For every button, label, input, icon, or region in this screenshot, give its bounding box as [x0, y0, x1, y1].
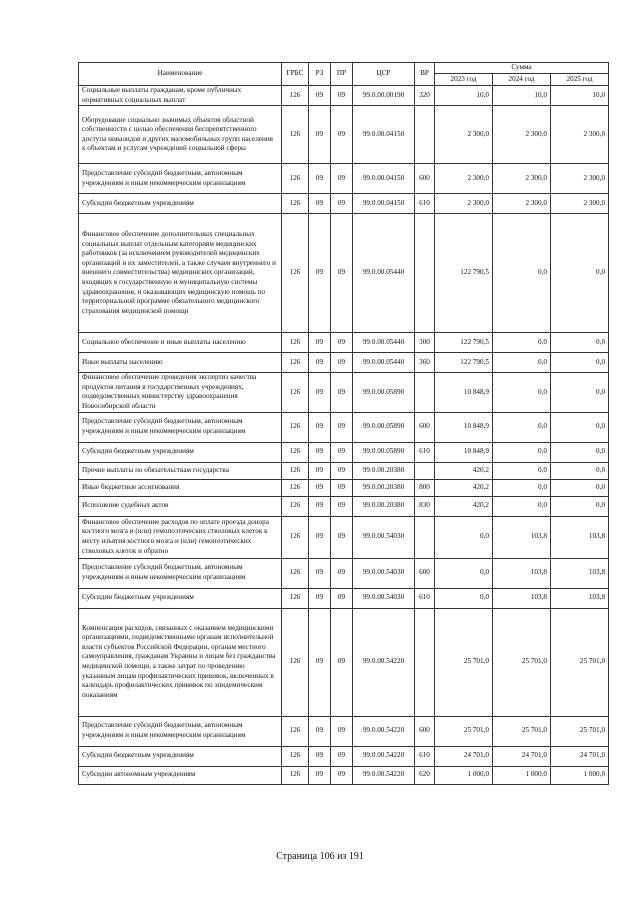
table-row: [79, 86, 609, 106]
table-row: [79, 588, 609, 608]
budget-table: [78, 62, 609, 785]
row-name-cell: Оборудование социально значимых объектов областной собственности с целью обеспечения беспрепятственного доступа инвалидов и других маломобильных групп населения к объектам и услугам учреждений социальной сферы: [79, 106, 282, 164]
row-grbs-cell: 126: [282, 214, 309, 333]
row-2025-value: 0,0: [551, 214, 609, 333]
row-grbs-cell: 126: [282, 353, 309, 373]
row-2023-value: 10 848,9: [435, 412, 493, 442]
row-2023-value: 25 701,0: [435, 716, 493, 746]
row-pr-cell: 09: [331, 462, 353, 479]
row-grbs-cell: 126: [282, 766, 309, 784]
row-csr-cell: 99.0.00.20380: [353, 479, 415, 496]
row-2023-value: 0,0: [435, 588, 493, 608]
row-pr-cell: 09: [331, 86, 353, 106]
row-csr-cell: 99.0.00.54030: [353, 588, 415, 608]
row-vr-cell: 600: [415, 716, 435, 746]
row-2025-value: 103,8: [551, 516, 609, 558]
table-row: [79, 516, 609, 558]
row-2024-value: 0,0: [493, 412, 551, 442]
table-row: [79, 333, 609, 353]
row-grbs-cell: 126: [282, 716, 309, 746]
row-vr-cell: 610: [415, 194, 435, 214]
row-2024-value: 0,0: [493, 462, 551, 479]
row-2025-value: 0,0: [551, 353, 609, 373]
row-name-cell: Компенсация расходов, связанных с оказанием медицинскими организациями, подведомственными органам исполнительной власти субъектов Российской Федерации, органам местного самоуправления, гражданам Украины и лицам без гражданства медицинской помощи, а также затрат по проведению указанным лицам профилактических прививок, включенных в календарь профилактических прививок по эпидемическим показаниям: [79, 608, 282, 716]
row-2023-value: 2 300,0: [435, 106, 493, 164]
row-name-cell: Иные выплаты населению: [79, 353, 282, 373]
row-name-cell: Субсидии бюджетным учреждениям: [79, 588, 282, 608]
row-rz-cell: 09: [309, 442, 331, 462]
table-row: [79, 479, 609, 496]
row-pr-cell: 09: [331, 766, 353, 784]
row-rz-cell: 09: [309, 164, 331, 194]
row-grbs-cell: 126: [282, 588, 309, 608]
table-row: [79, 194, 609, 214]
row-vr-cell: 600: [415, 558, 435, 588]
row-2024-value: 1 000,0: [493, 766, 551, 784]
row-grbs-cell: 126: [282, 373, 309, 412]
row-csr-cell: 99.0.00.54220: [353, 716, 415, 746]
row-grbs-cell: 126: [282, 608, 309, 716]
row-name-cell: Исполнение судебных актов: [79, 496, 282, 516]
row-csr-cell: 99.0.00.20380: [353, 462, 415, 479]
table-row: [79, 373, 609, 412]
col-header-pr: ПР: [331, 63, 353, 86]
row-rz-cell: 09: [309, 558, 331, 588]
row-grbs-cell: 126: [282, 496, 309, 516]
row-csr-cell: 99.0.00.54220: [353, 608, 415, 716]
row-2023-value: 420,2: [435, 496, 493, 516]
row-2023-value: 10,0: [435, 86, 493, 106]
page-footer: Страница 106 из 191: [276, 851, 364, 862]
row-2025-value: 103,8: [551, 558, 609, 588]
row-pr-cell: 09: [331, 164, 353, 194]
row-2025-value: 2 300,0: [551, 164, 609, 194]
row-grbs-cell: 126: [282, 333, 309, 353]
row-rz-cell: 09: [309, 373, 331, 412]
row-grbs-cell: 126: [282, 86, 309, 106]
row-vr-cell: [415, 373, 435, 412]
row-name-cell: Субсидии бюджетным учреждениям: [79, 746, 282, 766]
row-2025-value: 0,0: [551, 373, 609, 412]
row-grbs-cell: 126: [282, 479, 309, 496]
row-rz-cell: 09: [309, 194, 331, 214]
table-row: [79, 558, 609, 588]
row-2023-value: 25 701,0: [435, 608, 493, 716]
row-csr-cell: 99.0.00.54030: [353, 558, 415, 588]
row-2024-value: 2 300,0: [493, 194, 551, 214]
row-2023-value: 0,0: [435, 516, 493, 558]
row-2023-value: 122 790,5: [435, 214, 493, 333]
row-vr-cell: 620: [415, 766, 435, 784]
row-vr-cell: 300: [415, 333, 435, 353]
row-csr-cell: 99.0.00.05440: [353, 333, 415, 353]
row-2025-value: 0,0: [551, 412, 609, 442]
row-rz-cell: 09: [309, 479, 331, 496]
row-name-cell: Предоставление субсидий бюджетным, автономным учреждениям и иным некоммерческим организациям: [79, 412, 282, 442]
row-vr-cell: [415, 516, 435, 558]
row-rz-cell: 09: [309, 716, 331, 746]
row-pr-cell: 09: [331, 214, 353, 333]
row-2023-value: 122 790,5: [435, 353, 493, 373]
row-rz-cell: 09: [309, 766, 331, 784]
row-2024-value: 0,0: [493, 333, 551, 353]
row-vr-cell: 610: [415, 588, 435, 608]
row-pr-cell: 09: [331, 479, 353, 496]
row-pr-cell: 09: [331, 333, 353, 353]
row-vr-cell: 830: [415, 496, 435, 516]
row-name-cell: Прочие выплаты по обязательствам государства: [79, 462, 282, 479]
row-2023-value: 420,2: [435, 462, 493, 479]
table-row: [79, 442, 609, 462]
table-row: [79, 214, 609, 333]
row-2023-value: 122 790,5: [435, 333, 493, 353]
row-2025-value: 10,0: [551, 86, 609, 106]
row-grbs-cell: 126: [282, 462, 309, 479]
row-2025-value: 25 701,0: [551, 716, 609, 746]
row-name-cell: Предоставление субсидий бюджетным, автономным учреждениям и иным некоммерческим организациям: [79, 558, 282, 588]
row-rz-cell: 09: [309, 496, 331, 516]
row-grbs-cell: 126: [282, 106, 309, 164]
row-2024-value: 103,8: [493, 516, 551, 558]
row-pr-cell: 09: [331, 194, 353, 214]
row-rz-cell: 09: [309, 353, 331, 373]
row-pr-cell: 09: [331, 608, 353, 716]
row-name-cell: Социальные выплаты гражданам, кроме публичных нормативных социальных выплат: [79, 86, 282, 106]
row-vr-cell: 360: [415, 353, 435, 373]
row-name-cell: Предоставление субсидий бюджетным, автономным учреждениям и иным некоммерческим организациям: [79, 716, 282, 746]
row-rz-cell: 09: [309, 412, 331, 442]
table-row: [79, 766, 609, 784]
table-row: [79, 353, 609, 373]
row-rz-cell: 09: [309, 214, 331, 333]
row-2023-value: 2 300,0: [435, 194, 493, 214]
row-csr-cell: 99.0.00.05890: [353, 412, 415, 442]
row-pr-cell: 09: [331, 353, 353, 373]
row-csr-cell: 99.0.00.04150: [353, 194, 415, 214]
row-2025-value: 1 000,0: [551, 766, 609, 784]
col-header-year-2025: 2025 год: [551, 74, 609, 86]
row-name-cell: Субсидии бюджетным учреждениям: [79, 194, 282, 214]
row-rz-cell: 09: [309, 746, 331, 766]
row-2024-value: 10,0: [493, 86, 551, 106]
row-pr-cell: 09: [331, 106, 353, 164]
table-row: [79, 716, 609, 746]
row-vr-cell: 600: [415, 164, 435, 194]
row-pr-cell: 09: [331, 373, 353, 412]
row-grbs-cell: 126: [282, 412, 309, 442]
row-vr-cell: 800: [415, 479, 435, 496]
row-pr-cell: 09: [331, 746, 353, 766]
row-name-cell: Финансовое обеспечение расходов по оплате проезда донора костного мозга и (или) гемопоэтических стволовых клеток к месту изъятия костного мозга и (или) гемопоэтических стволовых клеток и обратно: [79, 516, 282, 558]
row-2025-value: 2 300,0: [551, 106, 609, 164]
row-csr-cell: 99.0.00.05440: [353, 353, 415, 373]
row-pr-cell: 09: [331, 716, 353, 746]
row-csr-cell: 99.0.00.20380: [353, 496, 415, 516]
row-csr-cell: 99.0.00.05890: [353, 373, 415, 412]
row-2025-value: 0,0: [551, 333, 609, 353]
row-csr-cell: 99.0.00.00190: [353, 86, 415, 106]
row-name-cell: Социальное обеспечение и иные выплаты населению: [79, 333, 282, 353]
row-pr-cell: 09: [331, 516, 353, 558]
table-row: [79, 462, 609, 479]
row-2025-value: 0,0: [551, 462, 609, 479]
row-vr-cell: 610: [415, 442, 435, 462]
row-rz-cell: 09: [309, 106, 331, 164]
row-2024-value: 0,0: [493, 479, 551, 496]
row-2024-value: 24 701,0: [493, 746, 551, 766]
row-2024-value: 2 300,0: [493, 106, 551, 164]
row-vr-cell: [415, 106, 435, 164]
row-2025-value: 0,0: [551, 442, 609, 462]
row-rz-cell: 09: [309, 86, 331, 106]
col-header-year-2024: 2024 год: [493, 74, 551, 86]
row-2024-value: 25 701,0: [493, 716, 551, 746]
row-2023-value: 2 300,0: [435, 164, 493, 194]
row-pr-cell: 09: [331, 588, 353, 608]
row-name-cell: Субсидии бюджетным учреждениям: [79, 442, 282, 462]
row-2025-value: 24 701,0: [551, 746, 609, 766]
row-pr-cell: 09: [331, 558, 353, 588]
col-header-name: Наименование: [79, 63, 282, 86]
row-2025-value: 25 701,0: [551, 608, 609, 716]
col-header-year-2023: 2023 год: [435, 74, 493, 86]
row-csr-cell: 99.0.00.05890: [353, 442, 415, 462]
row-pr-cell: 09: [331, 442, 353, 462]
row-csr-cell: 99.0.00.04150: [353, 164, 415, 194]
row-grbs-cell: 126: [282, 442, 309, 462]
row-vr-cell: [415, 462, 435, 479]
row-grbs-cell: 126: [282, 746, 309, 766]
col-header-sum: Сумма: [435, 63, 609, 74]
row-2023-value: 0,0: [435, 558, 493, 588]
row-2024-value: 0,0: [493, 373, 551, 412]
row-2023-value: 10 848,9: [435, 442, 493, 462]
row-rz-cell: 09: [309, 333, 331, 353]
row-2025-value: 2 300,0: [551, 194, 609, 214]
row-2025-value: 0,0: [551, 479, 609, 496]
row-2024-value: 0,0: [493, 442, 551, 462]
row-vr-cell: [415, 608, 435, 716]
table-row: [79, 106, 609, 164]
row-name-cell: Финансовое обеспечение проведения экспертиз качества продуктов питания в государственных учреждениях, подведомственных министерству здравоохранения Новосибирской области: [79, 373, 282, 412]
row-2024-value: 0,0: [493, 353, 551, 373]
row-grbs-cell: 126: [282, 558, 309, 588]
row-csr-cell: 99.0.00.54220: [353, 766, 415, 784]
row-name-cell: Субсидии автономным учреждениям: [79, 766, 282, 784]
table-row: [79, 608, 609, 716]
row-2024-value: 2 300,0: [493, 164, 551, 194]
row-rz-cell: 09: [309, 516, 331, 558]
row-2025-value: 0,0: [551, 496, 609, 516]
row-pr-cell: 09: [331, 496, 353, 516]
row-2025-value: 103,8: [551, 588, 609, 608]
row-2023-value: 420,2: [435, 479, 493, 496]
row-2023-value: 1 000,0: [435, 766, 493, 784]
table-row: [79, 412, 609, 442]
table-row: [79, 746, 609, 766]
row-2024-value: 103,8: [493, 588, 551, 608]
row-2023-value: 10 848,9: [435, 373, 493, 412]
row-2024-value: 103,8: [493, 558, 551, 588]
row-rz-cell: 09: [309, 608, 331, 716]
row-name-cell: Иные бюджетные ассигнования: [79, 479, 282, 496]
col-header-vr: ВР: [415, 63, 435, 86]
row-csr-cell: 99.0.00.54030: [353, 516, 415, 558]
row-vr-cell: 320: [415, 86, 435, 106]
row-vr-cell: 600: [415, 412, 435, 442]
col-header-rz: РЗ: [309, 63, 331, 86]
col-header-grbs: ГРБС: [282, 63, 309, 86]
row-2024-value: 25 701,0: [493, 608, 551, 716]
row-name-cell: Предоставление субсидий бюджетным, автономным учреждениям и иным некоммерческим организациям: [79, 164, 282, 194]
row-grbs-cell: 126: [282, 164, 309, 194]
row-vr-cell: [415, 214, 435, 333]
row-grbs-cell: 126: [282, 516, 309, 558]
row-vr-cell: 610: [415, 746, 435, 766]
col-header-csr: ЦСР: [353, 63, 415, 86]
row-csr-cell: 99.0.00.04150: [353, 106, 415, 164]
row-2023-value: 24 701,0: [435, 746, 493, 766]
row-grbs-cell: 126: [282, 194, 309, 214]
row-2024-value: 0,0: [493, 214, 551, 333]
row-rz-cell: 09: [309, 462, 331, 479]
row-csr-cell: 99.0.00.54220: [353, 746, 415, 766]
table-row: [79, 496, 609, 516]
row-pr-cell: 09: [331, 412, 353, 442]
row-name-cell: Финансовое обеспечение дополнительных специальных социальных выплат отдельным категориям медицинских работников (за исключением руководителей медицинских организаций и их заместителей, а также случаев внутреннего и внешнего совместительства) медицинских организаций, входящих в государственную и муниципальную системы здравоохранения, и оказывающих медицинскую помощь по территориальной программе обязательного медицинского страхования медицинской помощи: [79, 214, 282, 333]
row-2024-value: 0,0: [493, 496, 551, 516]
header-row: [79, 63, 609, 74]
row-csr-cell: 99.0.00.05440: [353, 214, 415, 333]
row-rz-cell: 09: [309, 588, 331, 608]
table-row: [79, 164, 609, 194]
